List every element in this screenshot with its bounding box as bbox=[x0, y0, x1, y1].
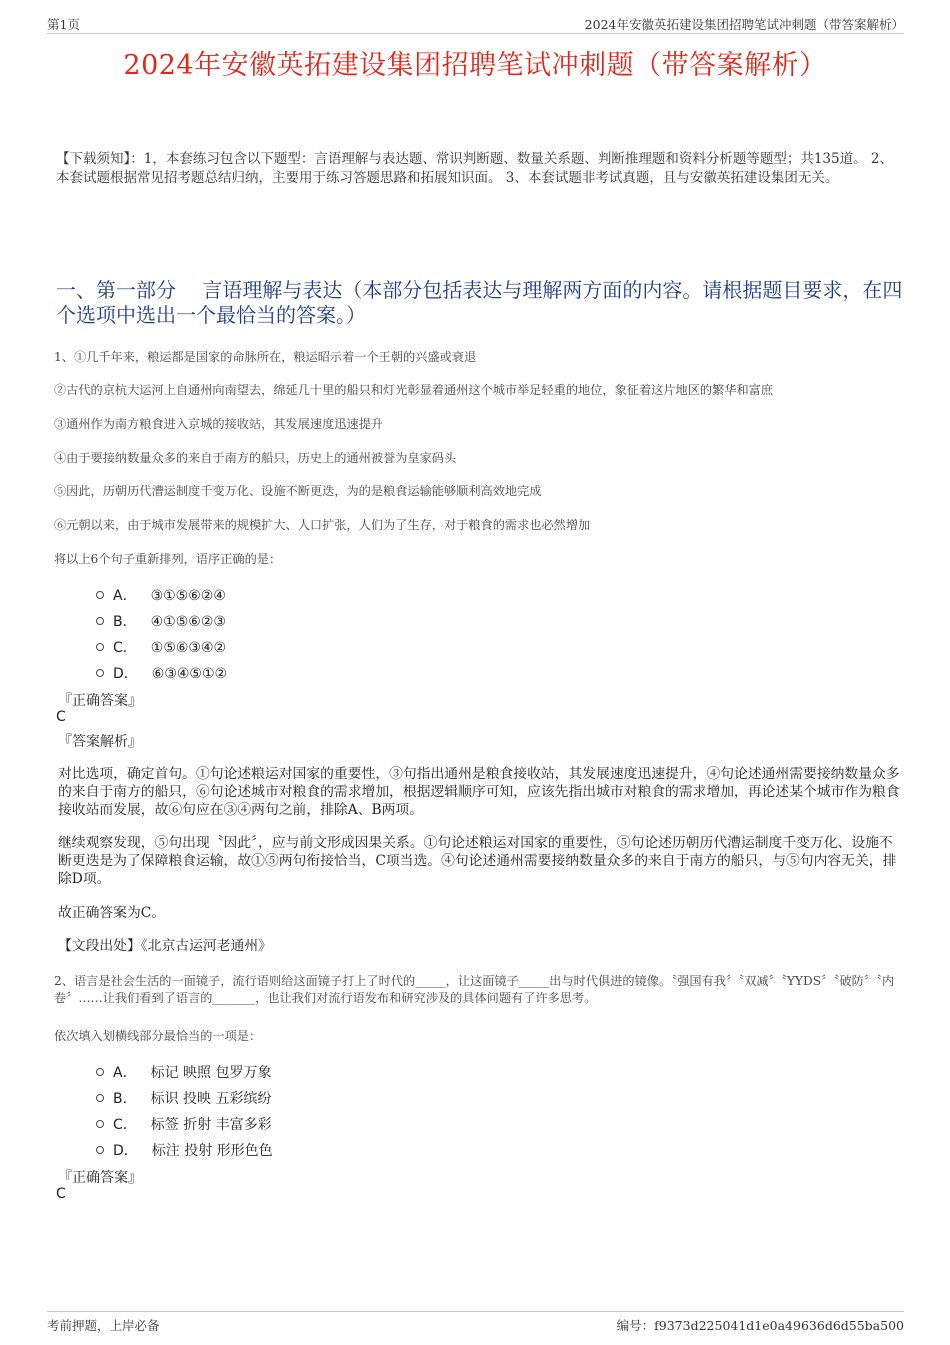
q2-prompt: 依次填入划横线部分最恰当的一项是： bbox=[54, 1029, 262, 1043]
q1-sentence-6: ⑥元朝以来，由于城市发展带来的规模扩大、人口扩张，人们为了生存，对于粮食的需求也必然增加 bbox=[54, 518, 591, 532]
q2-answer-label: 『正确答案』 bbox=[58, 1170, 142, 1186]
page-header bbox=[47, 15, 904, 34]
document-title: 2024年安徽英拓建设集团招聘笔试冲刺题（带答案解析） bbox=[123, 50, 827, 81]
q1-source: 【文段出处】《北京古运河老通州》 bbox=[58, 938, 272, 954]
q1-analysis-para-1: 对比选项，确定首句。①句论述粮运对国家的重要性，③句指出通州是粮食接收站，其发展速度迅速提升，④句论述通州需要接纳数量众多的来自于南方的船只，⑥句论述城市对粮食的需求增加，根据逻辑顺序可知，应该先指出城市对粮食的需求增加，再论述某个城市作为粮食接收站而发展，故⑥句应在③④两句之前，排除A、B两项。 bbox=[58, 766, 900, 818]
footer-doc-id: 编号：f9373d225041d1e0a49636d6d55ba500 bbox=[616, 1318, 904, 1333]
radio-icon[interactable] bbox=[96, 1146, 104, 1154]
q1-sentence-5: ⑤因此，历朝历代漕运制度千变万化、设施不断更迭，为的是粮食运输能够顺利高效地完成 bbox=[54, 484, 542, 498]
radio-icon[interactable] bbox=[96, 617, 104, 625]
q2-option-d[interactable]: D． 标注 投射 形形色色 bbox=[96, 1140, 273, 1158]
q2-option-b[interactable]: B． 标识 投映 五彩缤纷 bbox=[96, 1088, 272, 1106]
q1-sentence-3: ③通州作为南方粮食进入京城的接收站，其发展速度迅速提升 bbox=[54, 417, 384, 431]
q2-stem: 2、语言是社会生活的一面镜子，流行语则给这面镜子打上了时代的_____，让这面镜子_____出与时代俱进的镜像。〝强国有我〞〝双减〞〝YYDS〞〝破防〞〝内卷〞……让我们看到了语言的_______，也让我们对流行语发布和研究涉及的具体问题有了许多思考。 bbox=[54, 974, 895, 1005]
radio-icon[interactable] bbox=[96, 591, 104, 599]
download-notice: 【下载须知】：1，本套练习包含以下题型：言语理解与表达题、常识判断题、数量关系题、判断推理题和资料分析题等题型；共135道。 2、本套试题根据常见招考题总结归纳，主要用于练习答题思路和拓展知识面。 3、本套试题非考试真题，且与安徽英拓建设集团无关。 bbox=[56, 151, 893, 186]
section-heading: 一、第一部分 言语理解与表达（本部分包括表达与理解两方面的内容。请根据题目要求，在四个选项中选出一个最恰当的答案。） bbox=[56, 278, 903, 327]
q2-option-c[interactable]: C． 标签 折射 丰富多彩 bbox=[96, 1114, 272, 1132]
q1-option-b[interactable]: B． ④①⑤⑥②③ bbox=[96, 611, 226, 629]
page-number: 第1页 bbox=[47, 17, 80, 32]
q1-sentence-4: ④由于要接纳数量众多的来自于南方的船只，历史上的通州被誉为皇家码头 bbox=[54, 451, 457, 465]
q2-answer: C bbox=[56, 1186, 66, 1202]
page-footer bbox=[47, 1311, 904, 1332]
radio-icon[interactable] bbox=[96, 1094, 104, 1102]
header-doc-title: 2024年安徽英拓建设集团招聘笔试冲刺题（带答案解析） bbox=[584, 17, 904, 32]
q1-analysis-para-2: 继续观察发现，⑤句出现〝因此〞，应与前文形成因果关系。①句论述粮运对国家的重要性，⑤句论述历朝历代漕运制度千变万化、设施不断更迭是为了保障粮食运输，故①⑤两句衔接恰当，C项当选。④句论述通州需要接纳数量众多的来自于南方的船只，与⑤句内容无关，排除D项。 bbox=[58, 835, 897, 887]
radio-icon[interactable] bbox=[96, 1120, 104, 1128]
q1-option-d[interactable]: D． ⑥③④⑤①② bbox=[96, 663, 227, 681]
radio-icon[interactable] bbox=[96, 669, 104, 677]
q1-option-c[interactable]: C． ①⑤⑥③④② bbox=[96, 637, 226, 655]
q2-option-a[interactable]: A． 标记 映照 包罗万象 bbox=[96, 1062, 271, 1080]
q1-analysis-para-3: 故正确答案为C。 bbox=[58, 905, 166, 921]
q1-analysis-label: 『答案解析』 bbox=[58, 734, 142, 750]
q1-option-a[interactable]: A． ③①⑤⑥②④ bbox=[96, 585, 226, 603]
q1-sentence-2: ②古代的京杭大运河上自通州向南望去，绵延几十里的船只和灯光彰显着通州这个城市举足轻重的地位，象征着这片地区的繁华和富庶 bbox=[54, 383, 774, 397]
footer-slogan: 考前押题，上岸必备 bbox=[47, 1318, 160, 1333]
q1-sentence-1: 1、①几千年来，粮运都是国家的命脉所在，粮运昭示着一个王朝的兴盛或衰退 bbox=[54, 350, 477, 364]
q1-answer-label: 『正确答案』 bbox=[58, 693, 142, 709]
q1-prompt: 将以上6个句子重新排列，语序正确的是： bbox=[54, 552, 282, 566]
radio-icon[interactable] bbox=[96, 1068, 104, 1076]
q1-answer: C bbox=[56, 709, 66, 725]
radio-icon[interactable] bbox=[96, 643, 104, 651]
